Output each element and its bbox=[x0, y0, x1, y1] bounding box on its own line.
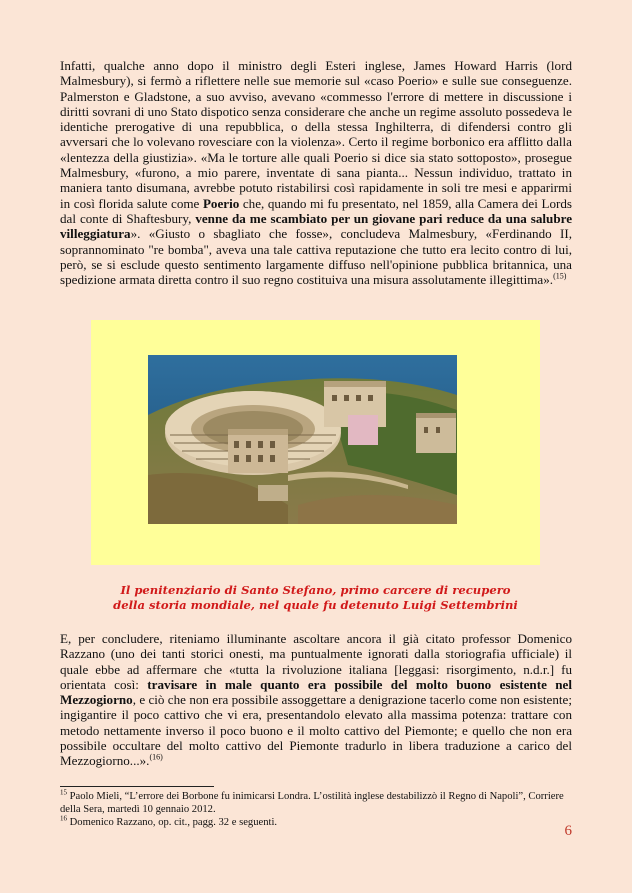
footnote-16 bbox=[60, 816, 572, 829]
paragraph-1-text-a: Infatti, qualche anno dopo il ministro degli Esteri inglese, James Howard Harris (lord Malmesbury), si fermò a riflettere nelle sue memorie sul «caso Poerio» e sulle sue conseguenze. Palmerston e Gladstone, a suo avviso, avevano «commesso l'errore di mettere in discussione i diritti sovrani di uno Stato dispotico senza considerare che anche un regime assoluto possedeva le identiche prerogative di una repubblica, o della stessa Inghilterra, di difendersi contro gli avversari che lo volevano rovesciare con la violenza». Certo il regime borbonico era afflitto dalla «lentezza della giustizia». «Ma le torture alle quali Poerio si dice sia stato sottoposto», prosegue Malmesbury, «furono, a mio parere, inventate di sana pianta... Nessun individuo, trattato in maniera tanto disumana, avrebbe potuto ristabilirsi così rapidamente in soli tre mesi e apparirmi in così florida salute come bbox=[60, 58, 572, 211]
caption-line-1: Il penitenziario di Santo Stefano, primo carcere di recupero bbox=[120, 583, 511, 597]
santo-stefano-prison-photo bbox=[148, 355, 457, 524]
paragraph-2-bold-a: travisare in male quanto era possibile del molto buono esistente nel Mezzogiorno bbox=[60, 676, 572, 708]
prison-illustration bbox=[148, 355, 457, 524]
paragraph-1-bold-b: venne da me scambiato per un giovane pari reduce da una salubre villeggiatura bbox=[60, 210, 573, 242]
page-number: 6 bbox=[564, 823, 572, 839]
paragraph-1-text-b: che, quando mi fu presentato, nel 1859, alla Camera dei Lords dal conte di Shaftesbury, bbox=[60, 195, 572, 226]
paragraph-1-bold-a: Poerio bbox=[202, 195, 240, 211]
footnote-separator bbox=[60, 786, 214, 787]
footnote-ref-15[interactable]: (15) bbox=[553, 271, 567, 281]
paragraph-2-text-a: E, per concludere, riteniamo illuminante ascoltare ancora il già citato professor Domenico Razzano (uno dei tanti storici onesti, ma puntualmente ignorati dalla storiografia ufficiale) il quale ebbe ad affermare che «tutta la rivoluzione italiana [leggasi: risorgimento, n.d.r.] fu orientata così: bbox=[60, 631, 572, 692]
paragraph-2-text-b: , e ciò che non era possibile assoggettare a denigrazione tacerlo come non esistente; ingigantire il poco cattivo che vi era, presentandolo elevato alla massima potenza: trattare con metodo nettamente inverso il poco buono e il molto cattivo del Piemonte; e quello che non era possibile occultare del molto cattivo del Piemonte tradurlo in libera traduzione a carico del Mezzogiorno...». bbox=[60, 692, 572, 769]
caption-line-2: della storia mondiale, nel quale fu detenuto Luigi Settembrini bbox=[113, 598, 518, 612]
footnote-15-number: 15 bbox=[60, 788, 67, 797]
footnote-16-text: Domenico Razzano, op. cit., pagg. 32 e seguenti. bbox=[67, 817, 278, 828]
footnote-15 bbox=[60, 790, 572, 816]
footnote-16-number: 16 bbox=[60, 814, 67, 823]
footnotes bbox=[60, 790, 572, 829]
body-paragraph-2 bbox=[60, 631, 572, 769]
footnote-ref-16[interactable]: (16) bbox=[149, 753, 163, 763]
photo-caption bbox=[91, 583, 540, 613]
footnote-15-text: Paolo Mieli, “L’errore dei Borbone fu inimicarsi Londra. L’ostilità inglese destabilizzò il Regno di Napoli”, Corriere della Sera, martedì 10 gennaio 2012. bbox=[60, 791, 564, 815]
body-paragraph-1 bbox=[60, 58, 572, 287]
paragraph-1-text-c: ». «Giusto o sbagliato che fosse», concludeva Malmesbury, «Ferdinando II, soprannominato "re bomba", aveva una tale cattiva reputazione che tutto era lecito contro di lui, però, se si esclude questo sentimento largamente diffuso nell'opinione pubblica britannica, una spedizione armata diretta contro il suo regno costituiva una misura assolutamente illegittima». bbox=[60, 226, 572, 288]
